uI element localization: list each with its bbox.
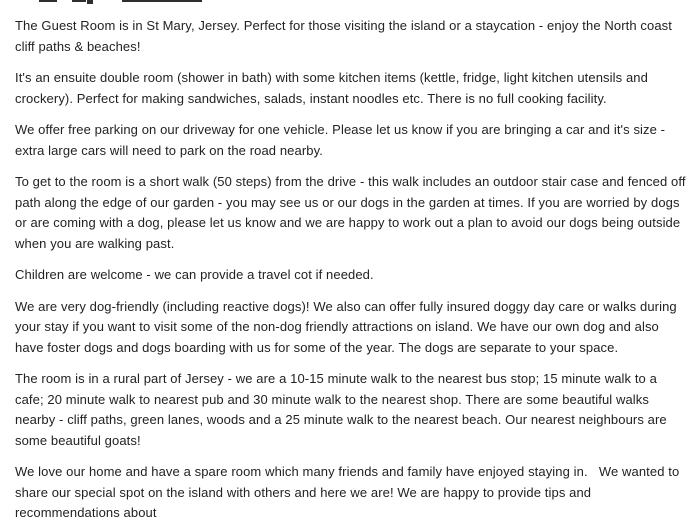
clipped-text-top <box>15 0 686 4</box>
paragraph-children: Children are welcome - we can provide a travel cot if needed. <box>15 267 374 282</box>
clipped-letter-fragment <box>122 0 202 2</box>
paragraph-parking: We offer free parking on our driveway for one vehicle. Please let us know if you are bringing a car and it's size - extra large cars will need to park on the road nearby. <box>15 122 669 158</box>
clipped-letter-fragment <box>87 0 93 4</box>
clipped-letter-fragment <box>72 0 86 2</box>
paragraph-location-intro: The Guest Room is in St Mary, Jersey. Perfect for those visiting the island or a staycation - enjoy the North coast cliff paths & beaches! <box>15 18 676 54</box>
paragraph-rural-location: The room is in a rural part of Jersey - we are a 10-15 minute walk to the nearest bus stop; 15 minute walk to a cafe; 20 minute walk to nearest pub and 30 minute walk to the nearest shop. There are some beautiful walks nearby - cliff paths, green lanes, woods and a 25 minute walk to the nearest beach. Our nearest neighbours are some beautiful goats! <box>15 371 671 448</box>
paragraph-dog-friendly: We are very dog-friendly (including reactive dogs)! We also can offer fully insured doggy day care or walks during your stay if you want to visit some of the non-dog friendly attractions on island. We have our own dog and also have foster dogs and dogs boarding with us for some of the year. The dogs are separate to your space. <box>15 298 681 355</box>
paragraph-room-details: It's an ensuite double room (shower in bath) with some kitchen items (kettle, fridge, light kitchen utensils and crockery). Perfect for making sandwiches, salads, instant noodles etc. There is no full cooking facility. <box>15 70 652 106</box>
paragraph-hosts: We love our home and have a spare room which many friends and family have enjoyed staying in. We wanted to share our special spot on the island with others and here we are! We are happy to provide tips and recommendations about <box>15 464 684 520</box>
paragraph-access-and-dogs: To get to the room is a short walk (50 steps) from the drive - this walk includes an outdoor stair case and fenced off path along the edge of our garden - you may see us or our dogs in the garden at times. If you are worried by dogs or are coming with a dog, please let us know and we are happy to work out a plan to avoid our dogs being outside when you are walking past. <box>15 174 690 251</box>
clipped-letter-fragment <box>39 0 57 2</box>
description-text <box>15 16 690 524</box>
